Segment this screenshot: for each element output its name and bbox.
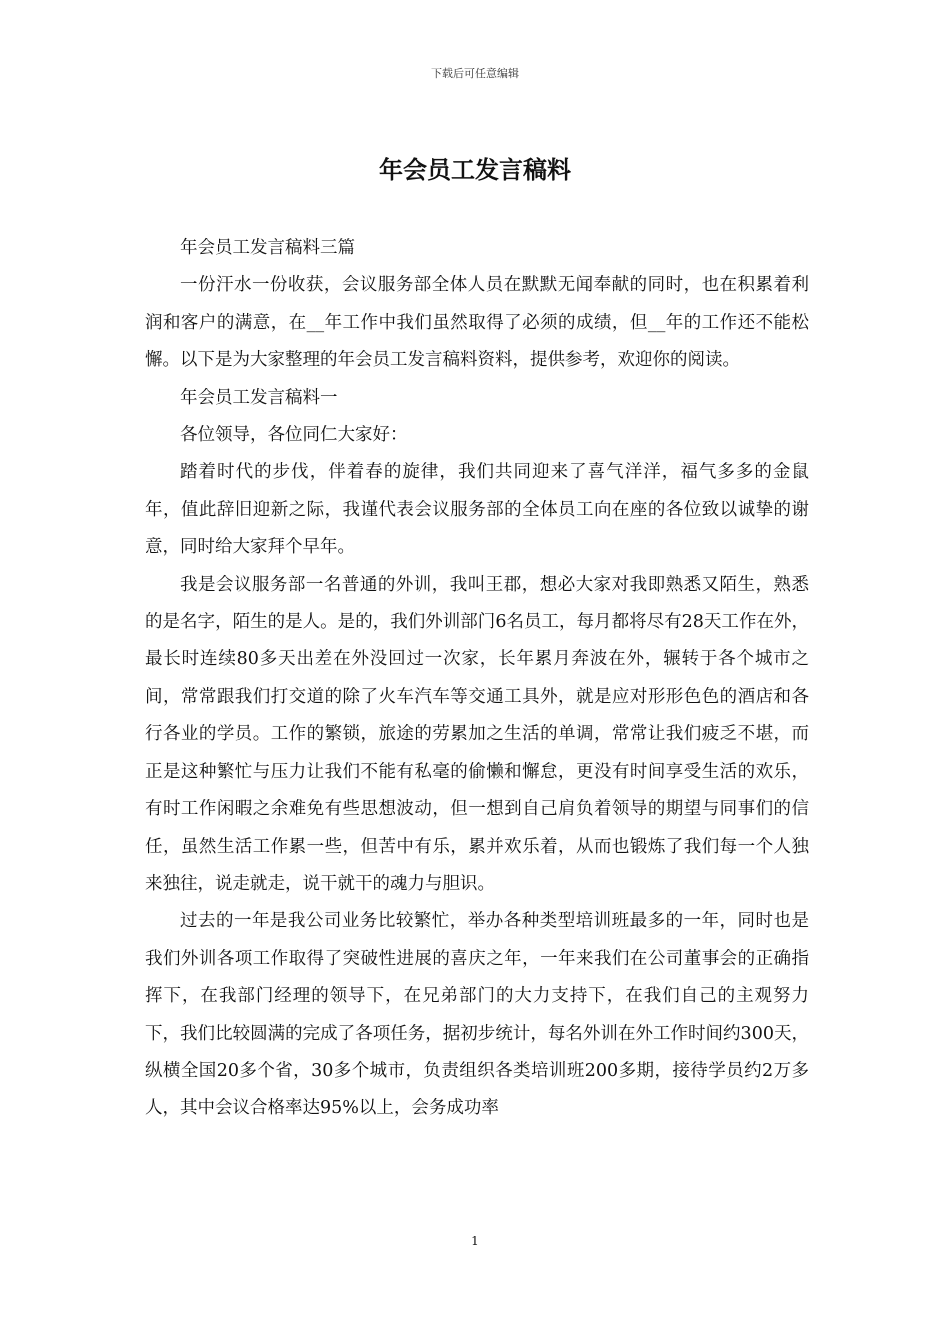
document-title: 年会员工发言稿料 bbox=[379, 155, 571, 184]
paragraph-body-1: 踏着时代的步伐，伴着春的旋律，我们共同迎来了喜气洋洋，福气多多的金鼠年，值此辞旧迎新之际，我谨代表会议服务部的全体员工向在座的各位致以诚挚的谢意，同时给大家拜个早年。 bbox=[145, 462, 809, 558]
paragraph-greeting: 各位领导，各位同仁大家好： bbox=[180, 425, 408, 446]
paragraph-intro-heading: 年会员工发言稿料三篇 bbox=[180, 238, 355, 258]
document-body bbox=[145, 230, 809, 1128]
paragraph-section-heading: 年会员工发言稿料一 bbox=[180, 387, 338, 408]
paragraph-intro: 一份汗水一份收获，会议服务部全体人员在默默无闻奉献的同时，也在积累着利润和客户的满意，在__年工作中我们虽然取得了必须的成绩，但__年的工作还不能松懈。以下是为大家整理的年会员工发言稿料资料，提供参考，欢迎你的阅读。 bbox=[145, 275, 809, 371]
paragraph-body-3: 过去的一年是我公司业务比较繁忙，举办各种类型培训班最多的一年，同时也是我们外训各项工作取得了突破性进展的喜庆之年，一年来我们在公司董事会的正确指挥下，在我部门经理的领导下，在兄弟部门的大力支持下，在我们自己的主观努力下，我们比较圆满的完成了各项任务，据初步统计，每名外训在外工作时间约300天，纵横全国20多个省，30多个城市，负责组织各类培训班200多期，接待学员约2万多人，其中会议合格率达95%以上，会务成功率 bbox=[145, 911, 809, 1119]
header-note: 下载后可任意编辑 bbox=[431, 67, 519, 80]
paragraph-body-2: 我是会议服务部一名普通的外训，我叫王郡，想必大家对我即熟悉又陌生，熟悉的是名字，陌生的是人。是的，我们外训部门6名员工，每月都将尽有28天工作在外，最长时连续80多天出差在外没回过一次家，长年累月奔波在外，辗转于各个城市之间，常常跟我们打交道的除了火车汽车等交通工具外，就是应对形形色色的酒店和各行各业的学员。工作的繁锁，旅途的劳累加之生活的单调，常常让我们疲乏不堪，而正是这种繁忙与压力让我们不能有私毫的偷懒和懈怠，更没有时间享受生活的欢乐，有时工作闲暇之余难免有些思想波动，但一想到自己肩负着领导的期望与同事们的信任，虽然生活工作累一些，但苦中有乐，累并欢乐着，从而也锻炼了我们每一个人独来独往，说走就走，说干就干的魂力与胆识。 bbox=[145, 574, 809, 894]
page-number: 1 bbox=[471, 1234, 479, 1248]
